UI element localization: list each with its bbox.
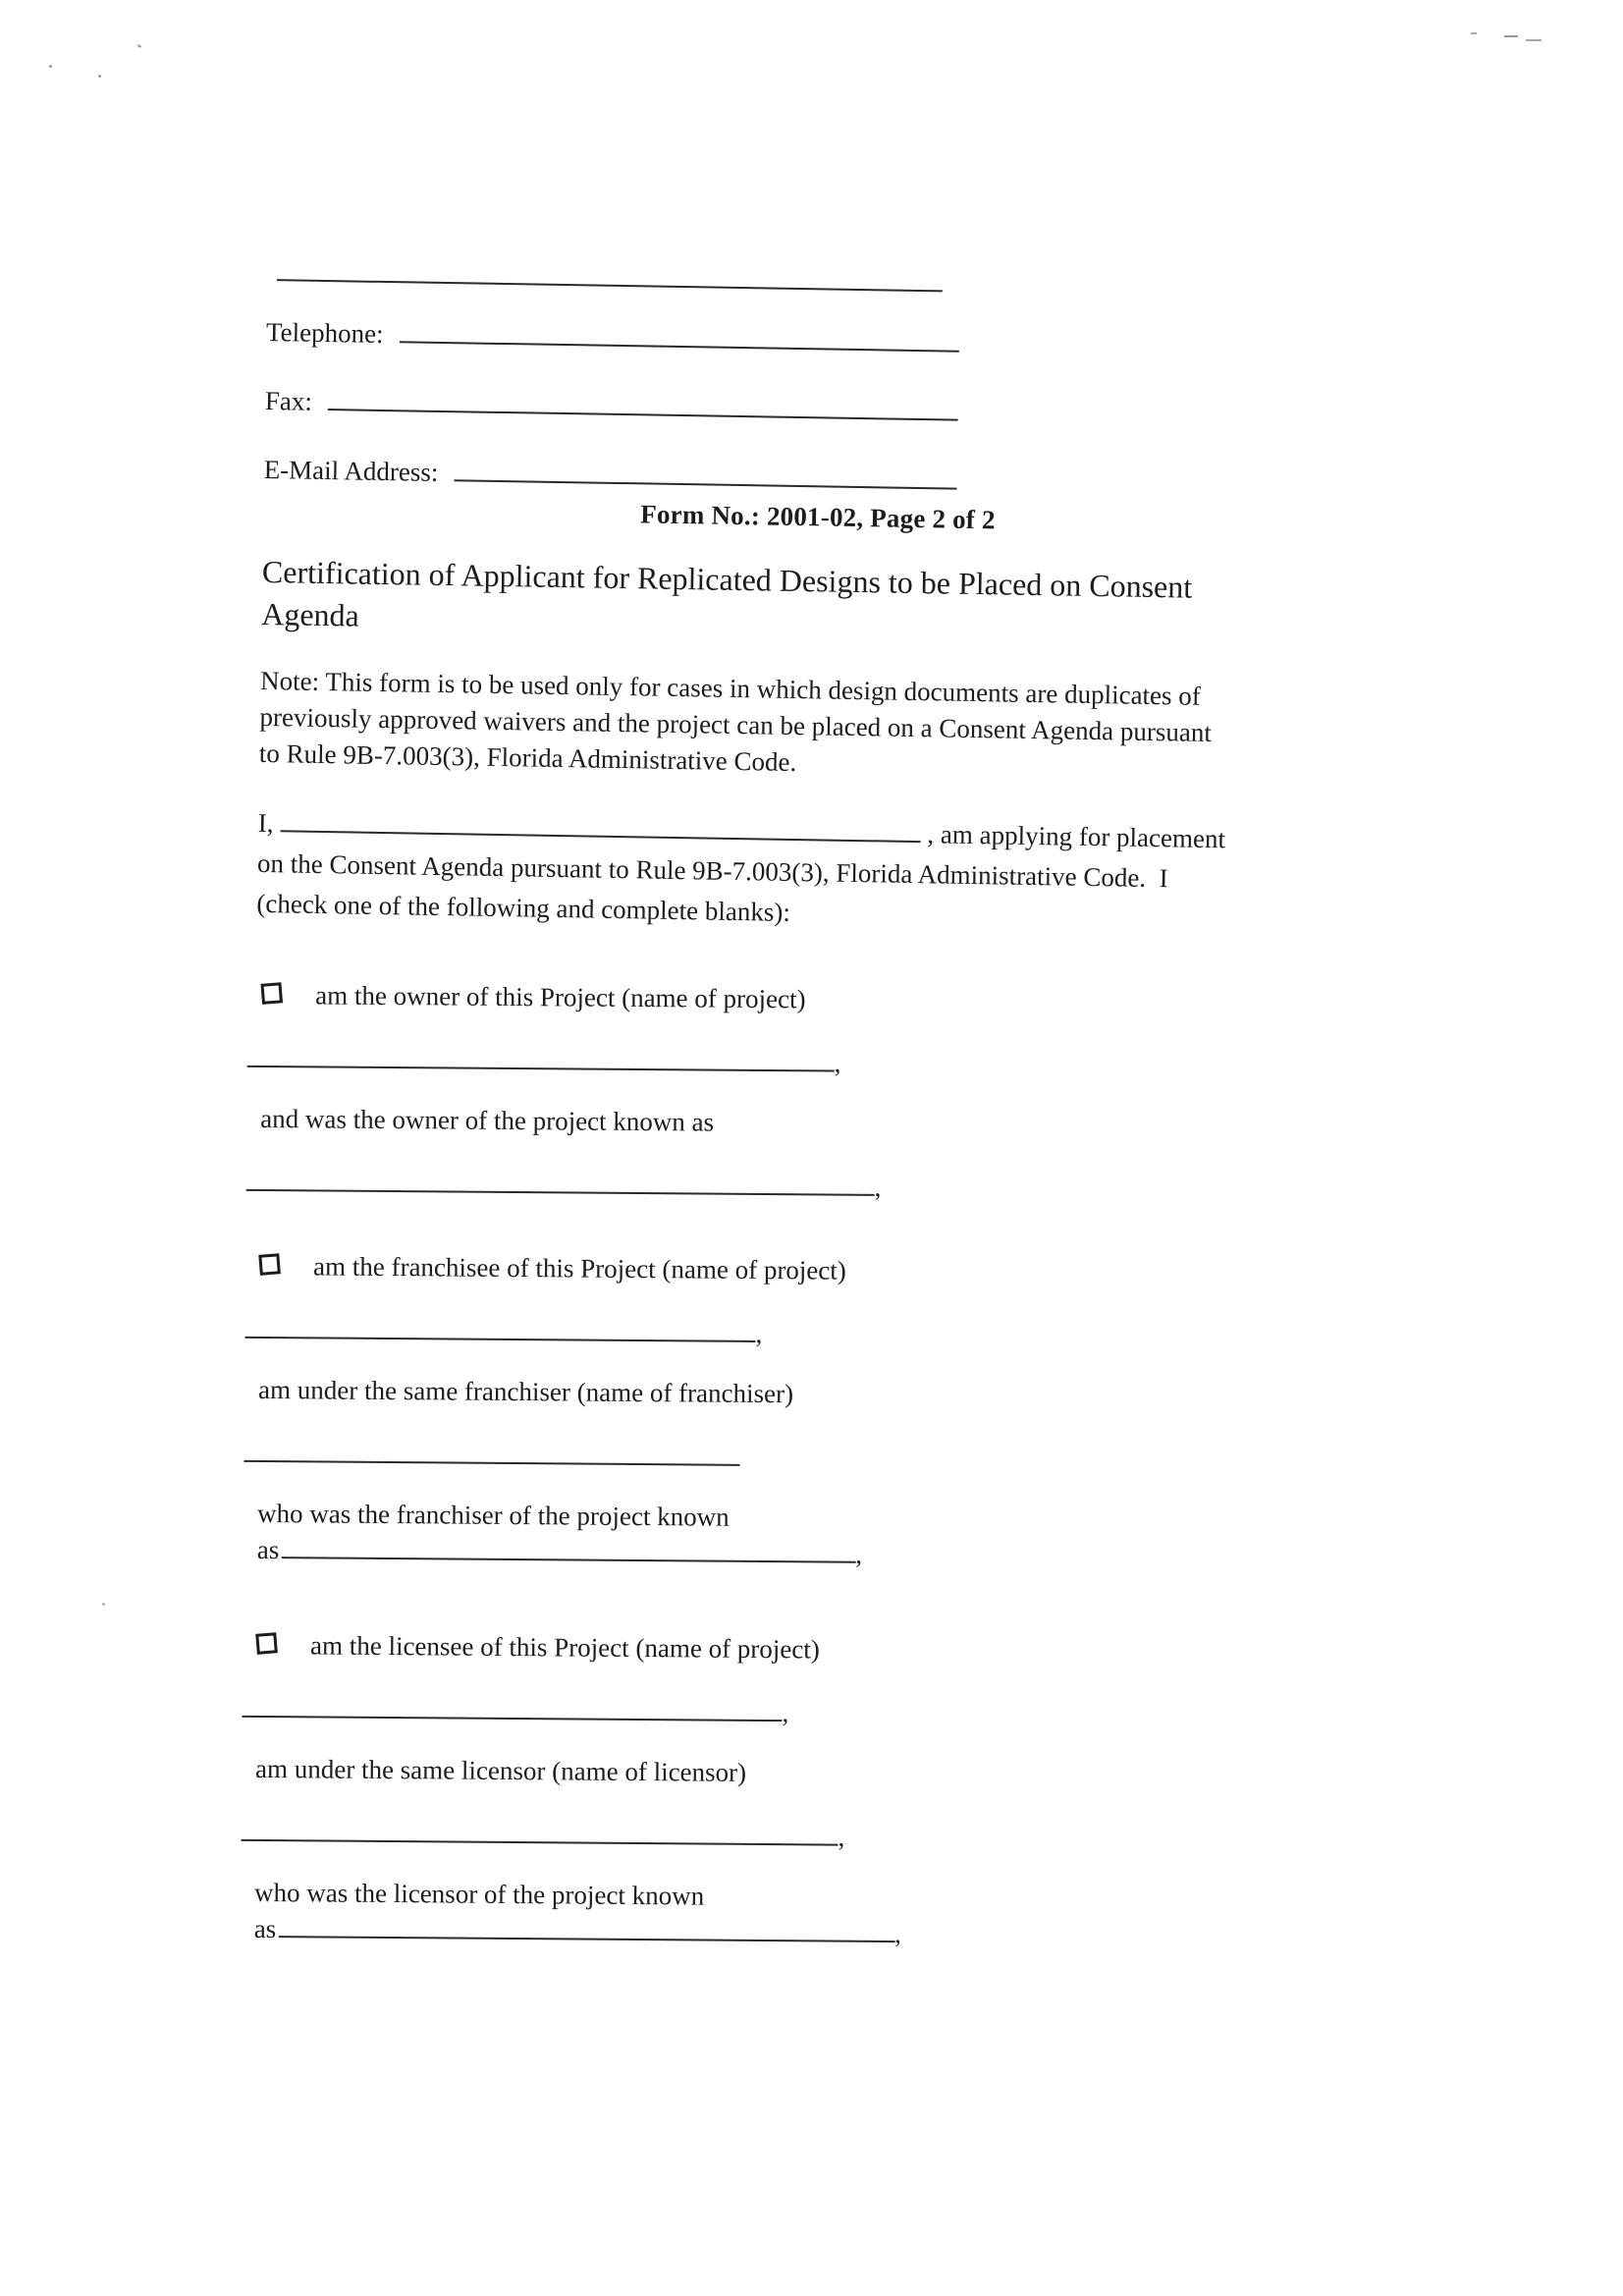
owner-project-name-blank[interactable] [247,1053,835,1072]
applicant-statement-line2: on the Consent Agenda pursuant to Rule 9B-7.003(3), Florida Administrative Code. I [256,847,1168,894]
form-content [254,275,1455,1956]
franchisee-followup-text: am under the same franchiser (name of franchiser) [257,1374,794,1409]
licensee-project-name-line [242,1691,1443,1737]
checkbox-owner[interactable] [260,982,283,1005]
address-continuation-blank[interactable] [277,275,943,292]
comma: , [838,1822,845,1852]
telephone-blank[interactable] [399,328,959,352]
licensee-project-name-blank[interactable] [242,1703,782,1722]
licensor-name-blank[interactable] [241,1827,838,1846]
owner-former-project-blank[interactable] [246,1176,875,1196]
checkbox-franchisee[interactable] [258,1253,281,1276]
licensor-known-text: who was the licensor of the project known [253,1877,705,1911]
option-licensee-label: am the licensee of this Project (name of project) [309,1630,820,1665]
scan-artifact [98,75,101,78]
scan-artifact [102,1603,105,1606]
licensor-former-project-blank[interactable] [278,1923,894,1942]
applicant-statement-line3: (check one of the following and complete blanks): [256,888,791,927]
scan-artifact [1526,39,1542,41]
form-upper-section [256,275,1455,944]
checkbox-licensee[interactable] [255,1632,278,1655]
email-blank[interactable] [454,466,956,489]
option-licensee [254,1627,1445,1956]
note-line3: to Rule 9B-7.003(3), Florida Administrative Code. [258,738,797,778]
contact-block [263,275,1454,508]
option-franchisee-row [259,1248,1447,1294]
page-title-line2: Agenda [260,595,360,633]
fax-label: Fax: [264,385,313,416]
owner-project-name-line [247,1041,1449,1087]
as-prefix: as [256,1534,280,1565]
licensor-name-line [241,1815,1442,1861]
telephone-row [266,314,960,362]
page-title [261,551,1450,655]
page-title-line1: Certification of Applicant for Replicated Designs to be Placed on Consent [261,553,1193,605]
licensee-followup-text: am under the same licensor (name of licensor) [254,1753,747,1787]
comma: , [755,1318,763,1348]
as-prefix: as [253,1913,277,1944]
option-franchisee [257,1248,1448,1577]
option-owner-label: am the owner of this Project (name of project) [315,980,806,1014]
scan-artifact [49,65,52,68]
franchiser-former-project-blank[interactable] [281,1544,855,1562]
option-owner-row [261,977,1449,1023]
scan-artifact [137,44,141,48]
owner-followup-text: and was the owner of the project known as [260,1103,715,1137]
fax-row [265,383,959,431]
note-line1: Note: This form is to be used only for cases in which design documents are duplicates of [259,665,1202,711]
scan-artifact [1504,35,1518,37]
franchiser-name-blank[interactable] [244,1448,740,1466]
option-licensee-row [256,1627,1444,1673]
statement-after-blank: , am applying for placement [927,819,1226,854]
telephone-label: Telephone: [265,316,384,349]
fax-blank[interactable] [328,396,958,420]
comma: , [894,1919,902,1949]
comma: , [855,1539,863,1569]
applicant-statement [256,803,1446,944]
scan-artifact [1471,32,1477,34]
owner-former-project-line [246,1165,1448,1211]
note-line2: previously approved waivers and the project can be placed on a Consent Agenda pursuant [259,701,1213,748]
comma: , [782,1698,789,1728]
option-owner [260,977,1450,1210]
email-label: E-Mail Address: [263,454,439,487]
comma: , [874,1172,882,1202]
option-franchisee-label: am the franchisee of this Project (name of project) [312,1251,846,1285]
franchisee-project-name-blank[interactable] [244,1324,755,1342]
form-number: Form No.: 2001-02, Page 2 of 2 [640,499,996,535]
franchisee-project-name-line [244,1312,1446,1358]
statement-prefix: I, [257,807,274,839]
franchiser-known-text: who was the franchiser of the project known [256,1498,730,1532]
franchiser-name-line [243,1436,1445,1482]
comma: , [834,1048,841,1078]
applicant-name-blank[interactable] [280,817,920,843]
